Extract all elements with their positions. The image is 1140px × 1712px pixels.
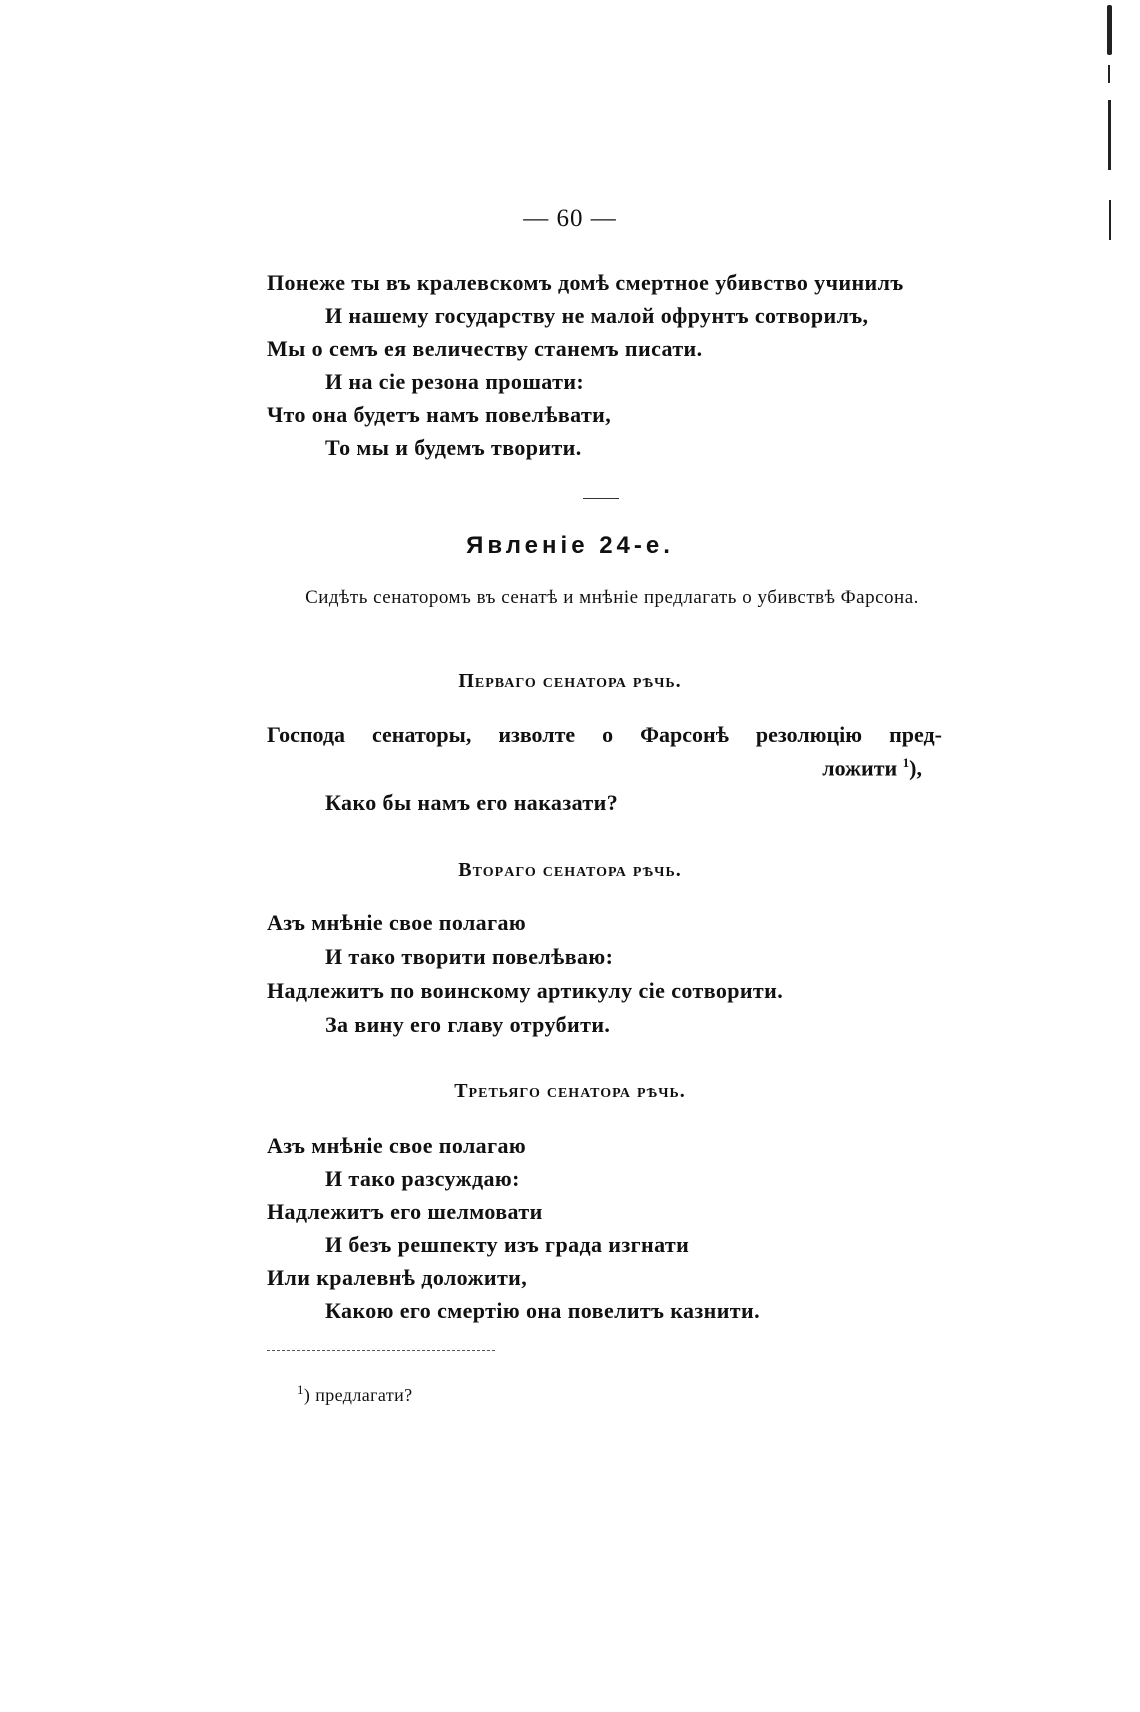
stage-direction: Сидѣть сенаторомъ въ сенатѣ и мнѣніе предлагать о убивствѣ Фарсона. <box>305 587 919 608</box>
verse-line: Что она будетъ намъ повелѣвати, <box>267 402 612 427</box>
verse-line: Надлежитъ по воинскому артикулу сіе сотворити. <box>267 978 784 1003</box>
verse-line: И безъ решпекту изъ града изгнати <box>325 1232 690 1257</box>
word: Господа <box>267 722 345 747</box>
footnote <box>297 1382 413 1406</box>
verse-line: Азъ мнѣніе свое полагаю <box>267 1133 527 1158</box>
scan-edge-mark <box>1108 100 1111 170</box>
word: сенаторы, <box>371 722 472 747</box>
verse-line: Надлежитъ его шелмовати <box>267 1199 543 1224</box>
verse-line: И тако творити повелѣваю: <box>325 944 614 969</box>
verse-line: Како бы намъ его наказати? <box>325 790 619 815</box>
speaker-heading: Третьяго сенатора рѣчь. <box>454 1080 686 1102</box>
section-divider <box>583 498 619 499</box>
speaker-heading: Вторaго сенатора рѣчь. <box>458 859 682 881</box>
footnote-divider <box>267 1350 495 1351</box>
scan-edge-mark <box>1109 200 1111 240</box>
word: резолюцію <box>755 722 863 747</box>
word: ложити <box>822 755 898 781</box>
verse-continuation <box>822 755 922 781</box>
footnote-text: ) предлагати? <box>303 1385 413 1405</box>
word: изволте <box>498 722 576 747</box>
verse-line: Азъ мнѣніе свое полагаю <box>267 910 527 935</box>
verse-line: Какою его смертію она повелитъ казнити. <box>325 1298 760 1323</box>
word: пред- <box>889 722 942 747</box>
verse-line: И на сіе резона прошати: <box>325 369 585 394</box>
verse-line: То мы и будемъ творити. <box>325 435 582 460</box>
speaker-heading: Перваго сенатора рѣчь. <box>458 670 682 692</box>
verse-line: Понеже ты въ кралевскомъ домѣ смертное убивство учинилъ <box>267 270 904 295</box>
verse-line: И тако разсуждаю: <box>325 1166 520 1191</box>
scan-edge-mark <box>1107 5 1112 55</box>
footnote-marker: 1 <box>297 1382 304 1397</box>
verse-line: Мы о семъ ея величеству станемъ писати. <box>267 336 703 361</box>
word: Фарсонѣ <box>640 722 729 747</box>
verse-line: Или кралевнѣ доложити, <box>267 1265 528 1290</box>
word: о <box>602 722 614 747</box>
verse-line: За вину его главу отрубити. <box>325 1012 611 1037</box>
verse-line-justified <box>267 722 942 748</box>
verse-line: И нашему государству не малой офрунтъ сотворилъ, <box>325 303 869 328</box>
scene-title: Явленіе 24-е. <box>466 532 674 559</box>
page-number: — 60 — <box>523 205 617 232</box>
footnote-reference[interactable]: 1 <box>902 755 910 770</box>
scan-edge-mark <box>1108 65 1110 83</box>
punctuation: ), <box>909 755 922 781</box>
